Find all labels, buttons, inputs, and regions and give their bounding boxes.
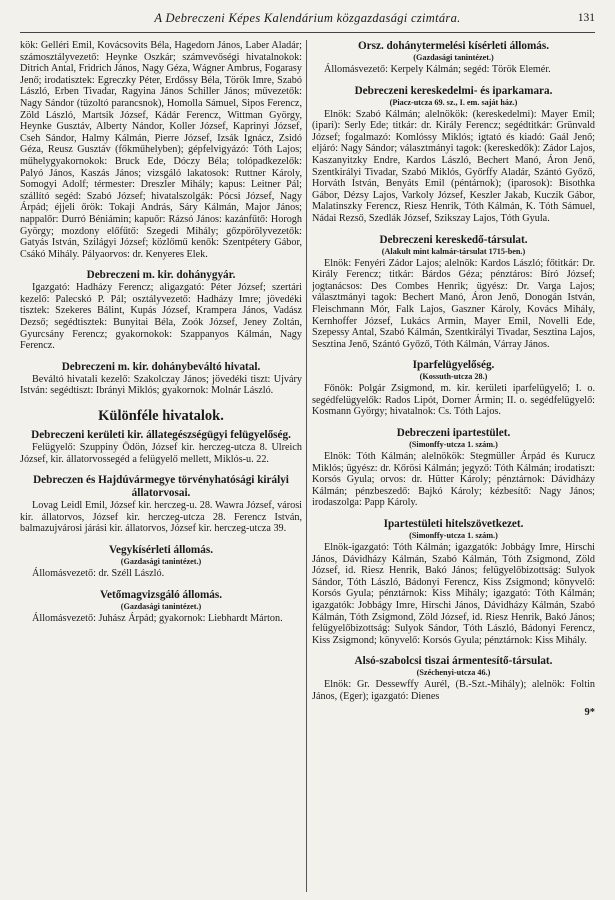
section-subtitle: (Simonffy-utcza 1. szám.)	[409, 531, 498, 541]
continued-text: kök: Gelléri Emil, Kovácsovits Béla, Hagedorn János, Laber Aladár; számosztályvezető: Heynke Oszkár; számvevőségi hivatalnokok: Ditrich Antal, Fridrich János, Nagy Géza, Wágner Ambrus, Fogarasy Jenő; irodatisztek: Egreczky Péter, Erdőssy Béla, Török Imre, Szabó László, Erben Tivadar, Ragyina János Schiller János; művezetők: Nagy Sándor (tüzoltó parancsnok), Homolla Sámuel, Sipos Ferencz, Zöld László, Martsik József, Kádár Ferencz, Wittman György, Heynke Gusztáv, Alberty Nándor, Koller József, Kaprinyi József, Cseh Sándor, Halmy Kálmán, Pierre József, Izsák Ignácz, Zsidó Géza, Reusz Gusztáv (főkműhelyben); gépfelvigyázó: Tóth Lajos; műhelygyakornokok: Bruck Ede, Dóczy Béla; tolópadkezelők: Palyó János, Kaszás János; vizsgáló lakatosok: Ruttner Károly, Somogyi Adolf; térmester: Dreszler Mihály; kapus: Leitner Pál; szállító segéd: Szabó József; hivatalszolgák: Pócsi József, Nagy Árpád; éjjeli őrök: Tokaji András, Sáry Kálmán, Major János; nappalőr: Durró Béniámin; kapuőr: Rázsó János: kazánfűtő: Horogh György; mozdony előfűtő: Szegedi Mihály; gőzpörölyvezetők: Gatyás István, Szilágyi József; közlőmű kenők: Szentpétery Gábor, Csákó Mihály. Pályaorvos: dr. Kenyeres Elek.	[20, 40, 302, 260]
section-heading: Debreczeni m. kir. dohánygyár.	[86, 269, 236, 282]
section-text: Állomásvezető: Kerpely Kálmán; segéd: Török Elemér.	[324, 64, 551, 75]
section-heading: Debreczeni kereskedelmi- és iparkamara.	[354, 84, 553, 97]
right-column	[312, 40, 595, 892]
section-subtitle: (Gazdasági tanintézet.)	[120, 557, 202, 566]
running-title: A Debreczeni Képes Kalendárium közgazdasági czimtára.	[154, 11, 461, 25]
section-text: Elnök: Tóth Kálmán; alelnökök: Stegmüller Árpád és Kurucz Miklós; ügyész: dr. Kőrösi Kálmán; jegyző: Tóth Kálmán; irodatiszt: Korsós Gyula; orvos: dr. Hütter Károly; pénztárnok: Dávidházy Kálmán; pénzbeszedő: Bajkó Károly; kézbesítő: Nagy János; irodaszolga: Papp Károly.	[312, 451, 595, 509]
section-text: Elnök: Szabó Kálmán; alelnökök: (kereskedelmi): Mayer Emil; (ipari): Serly Ede; titkár: dr. Király Ferencz; segédtitkár: Grünvald József; fogalmazó: Komlóssy Miklós; igtató és kiadó: Gaál Jenő; eljáró: Nagy Sándor; választmányi tagok: (kereskedők): Zádor Lajos, Kaszanyitzky Endre, Kardos László, Bechert Manó, Áron Jenő, Szentkirályi Tivadar, Szabó Miklós, Győrffy Aladár, Szántó Győző, Horváth István, Benyáts Emil (péntárnok); (iparosok): Bisothka Gábor, Dézsy Lajos, Varkoly József, Keszler Jakab, Kuczik Gábor, Malatinszky Ferencz, Riesz Henrik, Tóth Kálmán, K. Tóth Sámuel, Nádai Rezső, Szedlák József, Szikszay Lajos, Tóth Gyula.	[312, 108, 595, 224]
section-heading: Alsó-szabolcsi tiszai ármentesítő-társulat.	[354, 655, 553, 668]
left-column	[20, 40, 302, 892]
section-text: Felügyelő: Szuppiny Ödön, József kir. herczeg-utcza 8. Ulreich József, kir. állatorvossegéd a felügyelő mellett, Miklós-u. 22.	[20, 442, 302, 465]
section-subtitle: (Kossuth-utcza 28.)	[419, 372, 488, 382]
section-subtitle: (Gazdasági tanintézet.)	[120, 601, 202, 611]
section-heading: Orsz. dohánytermelési kísérleti állomás.	[357, 40, 550, 52]
chapter-title: Különféle hivatalok.	[98, 408, 224, 425]
page-header	[20, 0, 595, 33]
section-heading: Vetőmagvizsgáló állomás.	[99, 588, 223, 601]
section-text: Állomásvezető: Juhász Árpád; gyakornok: Liebhardt Márton.	[32, 612, 283, 624]
section-subtitle: (Gazdasági tanintézet.)	[413, 53, 494, 62]
section-heading: Debreczen és Hajdúvármegye törvényhatósági királyi állatorvosai.	[33, 474, 289, 500]
section-heading: Debreczeni kerületi kir. állategészségügyi felügyelőség.	[31, 429, 291, 442]
section-text: Igazgató: Hadházy Ferencz; aligazgató: Péter József; szertári kezelő: Palecskó P. Pál; osztályvezető: Hadházy Imre; jövedéki tisztek: Szekeres Bálint, Kupás József, Krampera János, Vadász Dezső; segédtisztek: Bunyitai Béla, Zoók József, Jeney Zoltán, Gyurcsány Ferencz; gyakornokok: Szappanyos Kálmán, Nagy Ferencz.	[20, 282, 302, 352]
section-subtitle: (Széchenyi-utcza 46.)	[416, 668, 491, 678]
section-subtitle: (Piacz-utcza 69. sz., I. em. saját ház.)	[389, 97, 518, 107]
page-number: 131	[577, 12, 595, 24]
column-divider	[306, 40, 307, 892]
section-heading: Debreczeni ipartestület.	[396, 427, 511, 440]
section-subtitle: (Alakult mint kalmár-társulat 1715-ben.)	[381, 246, 526, 256]
section-heading: Ipartestületi hitelszövetkezet.	[383, 518, 524, 531]
section-text: Lovag Leidl Emil, József kir. herczeg-u. 28. Wawra József, városi kir. állatorvos, József kir. herczeg-utcza 28. Ferencz István, balmazujvárosi járási kir. állatorvos, József kir. herczeg-utcza 39.	[20, 500, 302, 535]
signature-mark: 9*	[584, 706, 595, 718]
section-heading: Iparfelügyelőség.	[412, 359, 495, 372]
section-text: Főnök: Polgár Zsigmond, m. kir. kerületi iparfelügyelő; I. o. segédfelügyelők: Rados Lipót, Dorner Ármin; II. o. segédfelügyelő: Kosmann György; hivatalnok: Cs. Tóth Lajos.	[312, 383, 595, 418]
section-text: Állomásvezető: dr. Széll László.	[32, 568, 165, 579]
columns	[20, 40, 595, 892]
section-heading: Debreczeni kereskedő-társulat.	[379, 233, 528, 246]
section-text: Elnök: Fenyéri Zádor Lajos; alelnök: Kardos László; főtitkár: Dr. Király Ferencz; titkár: Bárdos Géza; pénztáros: Bíró József; jogtanácsos: Des Combes Henrik; ügyész: Dr. Varga Lajos; választmányi tagok: Bechert Manó, Áron Jenő, Donogán István, Fleischmann Mór, Falk Lajos, Gaszner Károly, Kovács Mihály, Kernhoffer József, Lukács Armin, Mayer Emil, Novelli Ede, Szepessy Antal, Szabó Kálmán, Szentkirályi Tivadar, Sesztina Lajos, Sesztina Jenő, Szántó Győző, Tóth Kálmán, Várray János.	[312, 257, 595, 350]
section-subtitle: (Simonffy-utcza 1. szám.)	[409, 440, 498, 450]
section-heading: Debreczeni m. kir. dohánybeváltó hivatal.	[61, 360, 261, 373]
section-text: Beváltó hivatali kezelő: Szakolczay János; jövedéki tiszt: Ujváry István: segédtiszt: Ibrányi Miklós; gyakornok: Molnár László.	[20, 373, 302, 397]
section-text: Elnök-igazgató: Tóth Kálmán; igazgatók: Jobbágy Imre, Hirschi János, Dávidházy Kálmán, Szabó Kálmán, Tóth Zsigmond, Zöld József, id. Riesz Henrik, Bakó János; felügyelőbizottság: Sulyok Sándor, Tóth László, Bádonyi Ferencz, Kiss Zsigmond; könyvelő: Korsós Gyula; pénztárnok: Kiss Mihály; igazgató: Tóth Kálmán; igazgatók: Jobbágy Imre, Hirschi János, Dávidházy Kálmán, Szabó Kálmán, Tóth Zsigmond, Zöld József, id. Riesz Henrik, Bakó János; felügyelőbizottság: Sulyok Sándor, Tóth László, Bádonyi Ferencz, Kiss Zsigmond; könyvelő: Korsós Gyula; pénztárnok: Kiss Mihály.	[312, 542, 595, 646]
section-heading: Vegykísérleti állomás.	[109, 544, 213, 556]
section-text: Elnök: Gr. Dessewffy Aurél, (B.-Szt.-Mihály); alelnök: Foltin János, (Eger); igazgató: Dienes	[312, 679, 595, 702]
